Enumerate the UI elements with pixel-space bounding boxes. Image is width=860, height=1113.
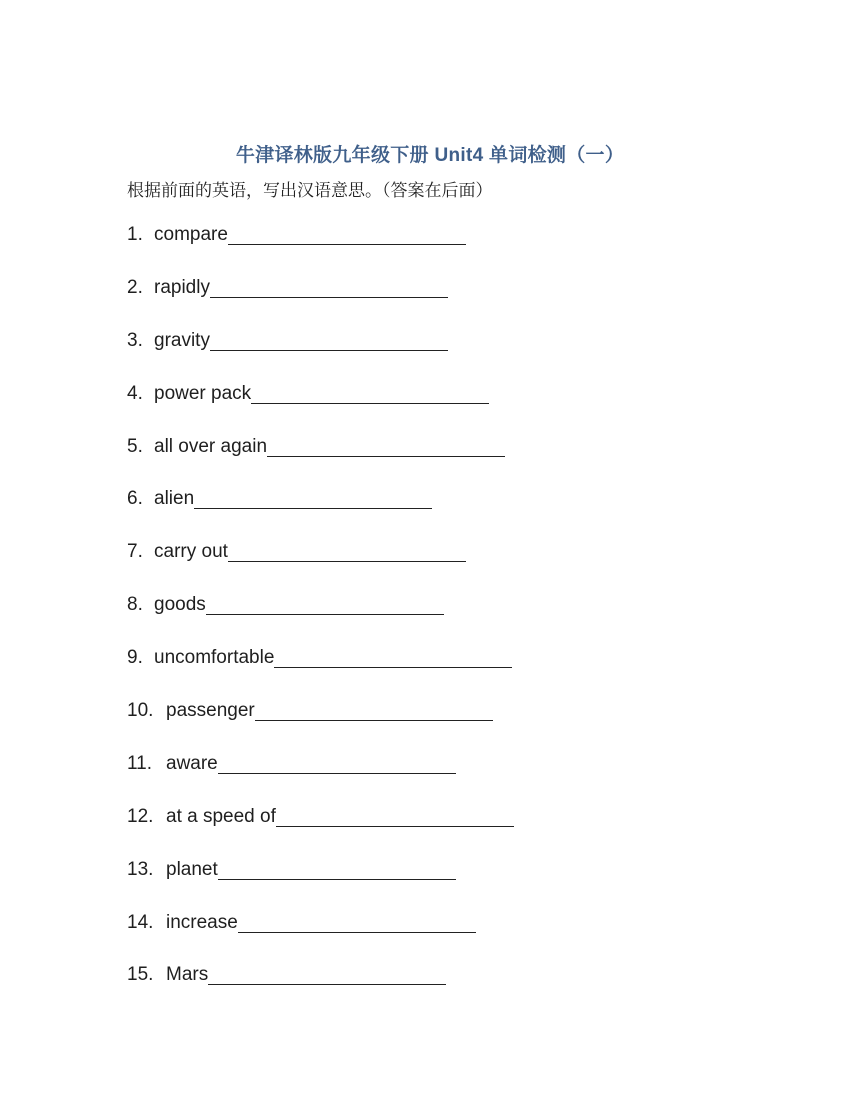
list-item xyxy=(127,751,514,804)
item-number: 14. xyxy=(127,911,154,933)
item-word: all over again xyxy=(154,435,268,457)
list-item xyxy=(127,857,514,910)
answer-blank[interactable] xyxy=(238,910,476,933)
item-number: 11. xyxy=(127,752,153,774)
list-item xyxy=(127,434,514,487)
answer-blank[interactable] xyxy=(255,698,493,721)
item-word: power pack xyxy=(154,382,252,404)
item-number: 1. xyxy=(127,224,143,245)
list-item xyxy=(127,222,514,275)
answer-blank[interactable] xyxy=(274,645,512,668)
answer-blank[interactable] xyxy=(251,381,489,404)
item-word: at a speed of xyxy=(166,805,276,827)
vocabulary-list xyxy=(127,222,514,1015)
item-number: 13. xyxy=(127,858,154,880)
item-number: 4. xyxy=(127,382,143,404)
item-number: 3. xyxy=(127,329,143,351)
answer-blank[interactable] xyxy=(210,275,448,298)
answer-blank[interactable] xyxy=(267,434,505,457)
item-word: uncomfortable xyxy=(154,647,275,669)
item-word: gravity xyxy=(154,329,210,351)
item-number: 5. xyxy=(127,435,143,457)
item-word: passenger xyxy=(166,700,255,722)
answer-blank[interactable] xyxy=(218,857,456,880)
item-word: alien xyxy=(154,488,195,510)
list-item xyxy=(127,592,514,645)
answer-blank[interactable] xyxy=(208,962,446,985)
item-word: aware xyxy=(166,752,218,774)
list-item xyxy=(127,698,514,751)
item-number: 12. xyxy=(127,805,154,827)
item-number: 2. xyxy=(127,276,143,298)
item-word: Mars xyxy=(166,964,209,986)
item-number: 10. xyxy=(127,700,154,722)
item-word: carry out xyxy=(154,541,228,563)
list-item xyxy=(127,645,514,698)
item-number: 7. xyxy=(127,541,143,563)
answer-blank[interactable] xyxy=(210,328,448,351)
list-item xyxy=(127,275,514,328)
answer-blank[interactable] xyxy=(228,222,466,245)
list-item xyxy=(127,539,514,592)
item-word: planet xyxy=(166,858,218,880)
list-item xyxy=(127,328,514,381)
answer-blank[interactable] xyxy=(194,486,432,509)
answer-blank[interactable] xyxy=(228,539,466,562)
answer-blank[interactable] xyxy=(218,751,456,774)
item-number: 9. xyxy=(127,647,143,669)
instruction-text: 根据前面的英语，写出汉语意思。（答案在后面） xyxy=(127,181,493,201)
list-item xyxy=(127,910,514,963)
item-number: 8. xyxy=(127,594,143,616)
answer-blank[interactable] xyxy=(206,592,444,615)
item-number: 15. xyxy=(127,964,154,986)
item-word: goods xyxy=(154,594,206,616)
list-item xyxy=(127,962,514,1015)
document-title: 牛津译林版九年级下册 Unit4 单词检测（一） xyxy=(235,145,625,166)
list-item xyxy=(127,804,514,857)
item-number: 6. xyxy=(127,488,143,510)
list-item xyxy=(127,381,514,434)
list-item xyxy=(127,486,514,539)
item-word: rapidly xyxy=(154,276,210,298)
item-word: increase xyxy=(166,911,238,933)
answer-blank[interactable] xyxy=(276,804,514,827)
item-word: compare xyxy=(154,224,228,245)
